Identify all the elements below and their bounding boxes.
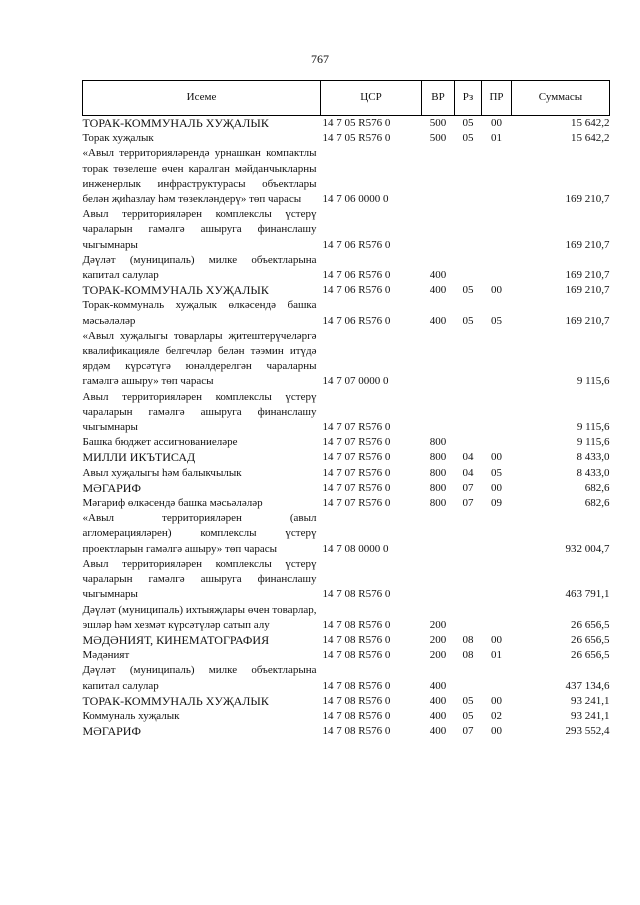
cell-pr (482, 511, 512, 557)
table-row (83, 435, 610, 450)
cell-name: Башка бюджет ассигнованиеләре (82, 436, 238, 449)
table-row (83, 724, 610, 739)
cell-name: Мәгариф өлкәсендә башка мәсьәләләр (82, 497, 263, 510)
cell-vr (422, 511, 455, 557)
cell-csr: 14 7 08 R576 0 (322, 588, 391, 601)
cell-name: «Авыл хуҗалыгы товарлары җитештерүчеләргә квалификацияле белгечләр белән тәэмин итүдә ярдәм күрсәтүгә юнәлдерелгән чараларны гамәлгә ашыру» төп чарасы (82, 329, 317, 388)
cell-pr: 01 (491, 649, 502, 662)
cell-vr: 400 (429, 269, 447, 282)
cell-pr: 09 (491, 497, 502, 510)
cell-vr (422, 207, 455, 253)
cell-vr: 500 (429, 132, 447, 145)
cell-pr: 05 (491, 466, 502, 479)
cell-pr: 05 (491, 314, 502, 327)
table-row (83, 709, 610, 724)
cell-csr: 14 7 08 R576 0 (322, 694, 391, 707)
table-body (83, 116, 610, 740)
cell-name: Дәүләт (муниципаль) милке объектларына капитал салулар (82, 253, 317, 282)
cell-csr: 14 7 07 R576 0 (322, 497, 391, 510)
cell-csr: 14 7 06 0000 0 (322, 193, 389, 206)
cell-csr: 14 7 06 R576 0 (322, 269, 391, 282)
cell-pr: 00 (491, 725, 502, 738)
cell-name: «Авыл территорияләрендә урнашкан компактлы торак төзелеше өчен каралган мәйданчыкларны инженерлык инфраструктурасы объектлары белән җиһазлау һәм төзекләндерү» төп чарасы (82, 147, 317, 206)
table-row (83, 466, 610, 481)
cell-pr (482, 253, 512, 283)
cell-sum: 169 210,7 (565, 238, 610, 251)
cell-csr: 14 7 05 R576 0 (322, 132, 391, 145)
cell-sum: 932 004,7 (565, 542, 610, 555)
cell-csr: 14 7 07 0000 0 (322, 375, 389, 388)
cell-sum: 169 210,7 (565, 269, 610, 282)
cell-rz: 08 (462, 649, 474, 662)
table-row (83, 329, 610, 390)
cell-csr: 14 7 07 R576 0 (322, 466, 391, 479)
cell-pr: 01 (491, 132, 502, 145)
cell-pr (482, 435, 512, 450)
cell-sum: 8 433,0 (576, 451, 610, 464)
cell-name: Дәүләт (муниципаль) милке объектларына капитал салулар (82, 664, 317, 692)
cell-rz: 07 (462, 497, 474, 510)
cell-rz: 08 (462, 633, 474, 646)
cell-rz (455, 207, 482, 253)
table-row (83, 450, 610, 465)
cell-pr (482, 207, 512, 253)
cell-pr: 00 (491, 481, 502, 494)
cell-sum: 8 433,0 (576, 466, 610, 479)
cell-csr: 14 7 06 R576 0 (322, 284, 391, 297)
table-row (83, 481, 610, 496)
cell-name: Авыл территорияләрен комплекслы үстерү чараларын гамәлгә ашыруга финанслашу чыгымнары (82, 208, 317, 251)
cell-sum: 9 115,6 (576, 375, 610, 388)
cell-name: Дәүләт (муниципаль) ихтыяҗлары өчен товарлар, эшләр һәм хезмәт күрсәтүләр сатып алу (82, 603, 317, 631)
cell-pr: 02 (491, 709, 502, 722)
cell-csr: 14 7 08 R576 0 (322, 618, 391, 631)
cell-vr: 500 (429, 117, 447, 129)
table-row (83, 496, 610, 511)
cell-name: МИЛЛИ ИКЪТИСАД (82, 450, 196, 465)
cell-vr: 800 (429, 481, 447, 494)
col-header-name: Исеме (83, 81, 321, 116)
cell-rz (455, 557, 482, 603)
table-row (83, 131, 610, 146)
cell-sum: 682,6 (584, 481, 610, 494)
cell-csr: 14 7 06 R576 0 (322, 238, 391, 251)
cell-rz: 05 (462, 284, 474, 297)
cell-pr (482, 146, 512, 207)
cell-sum: 93 241,1 (571, 694, 610, 707)
table-row (83, 298, 610, 328)
cell-vr: 800 (429, 436, 447, 449)
cell-rz: 07 (462, 725, 474, 738)
cell-vr: 800 (429, 497, 447, 510)
cell-pr: 00 (491, 633, 502, 646)
cell-rz: 05 (462, 132, 474, 145)
page-number: 767 (311, 52, 329, 66)
cell-rz (455, 663, 482, 693)
cell-csr: 14 7 08 R576 0 (322, 633, 391, 646)
cell-csr: 14 7 07 R576 0 (322, 451, 391, 464)
cell-rz (455, 253, 482, 283)
col-header-csr: ЦСР (321, 81, 422, 116)
cell-csr: 14 7 07 R576 0 (322, 436, 391, 449)
cell-name: Торак хуҗалык (82, 132, 154, 145)
cell-rz (455, 435, 482, 450)
cell-csr: 14 7 05 R576 0 (322, 117, 391, 129)
cell-vr (422, 390, 455, 436)
cell-sum: 293 552,4 (565, 725, 610, 738)
table-row (83, 603, 610, 633)
cell-name: «Авыл территорияләрен (авыл агломерацияләрен) комплекслы үстерү проектларын гамәлгә ашыру» төп чарасы (82, 512, 317, 555)
cell-name: МӘГАРИФ (82, 480, 141, 495)
cell-vr: 400 (429, 314, 447, 327)
cell-rz: 04 (462, 466, 474, 479)
cell-pr: 00 (491, 117, 502, 129)
cell-pr (482, 390, 512, 436)
cell-rz (455, 146, 482, 207)
cell-sum: 9 115,6 (576, 421, 610, 434)
cell-pr: 00 (491, 284, 502, 297)
cell-sum: 93 241,1 (571, 709, 610, 722)
cell-csr: 14 7 08 R576 0 (322, 725, 391, 738)
cell-sum: 26 656,5 (571, 618, 610, 631)
cell-name: Авыл хуҗалыгы һәм балыкчылык (82, 466, 242, 479)
cell-csr: 14 7 08 0000 0 (322, 542, 389, 555)
cell-csr: 14 7 07 R576 0 (322, 421, 391, 434)
cell-rz: 04 (462, 451, 474, 464)
table-row (83, 633, 610, 648)
cell-sum: 26 656,5 (571, 649, 610, 662)
cell-name: Авыл территорияләрен комплекслы үстерү чараларын гамәлгә ашыруга финанслашу чыгымнары (82, 557, 317, 601)
cell-name: ТОРАК-КОММУНАЛЬ ХУҖАЛЫК (82, 283, 269, 298)
cell-rz: 05 (462, 709, 474, 722)
table-row (83, 116, 610, 132)
cell-name: Мәдәният (82, 649, 130, 662)
cell-pr: 00 (491, 451, 502, 464)
cell-name: ТОРАК-КОММУНАЛЬ ХУҖАЛЫК (82, 116, 269, 130)
table-row (83, 663, 610, 693)
table-header (83, 81, 610, 116)
cell-sum: 169 210,7 (565, 284, 610, 297)
col-header-rz: Рз (455, 81, 482, 116)
cell-vr: 200 (429, 649, 447, 662)
table-row (83, 694, 610, 709)
cell-csr: 14 7 06 R576 0 (322, 314, 391, 327)
cell-sum: 463 791,1 (565, 588, 610, 601)
cell-pr (482, 557, 512, 603)
cell-sum: 437 134,6 (565, 679, 610, 692)
cell-name: Коммуналь хуҗалык (82, 709, 180, 722)
cell-sum: 15 642,2 (571, 132, 610, 145)
cell-vr (422, 146, 455, 207)
table-row (83, 283, 610, 298)
cell-rz: 07 (462, 481, 474, 494)
cell-name: ТОРАК-КОММУНАЛЬ ХУҖАЛЫК (82, 693, 269, 708)
cell-name: Авыл территорияләрен комплекслы үстерү чараларын гамәлгә ашыруга финанслашу чыгымнары (82, 390, 317, 434)
cell-csr: 14 7 08 R576 0 (322, 649, 391, 662)
cell-rz: 05 (462, 117, 474, 129)
cell-vr: 800 (429, 451, 447, 464)
cell-sum: 169 210,7 (565, 314, 610, 327)
cell-name: МӘГАРИФ (82, 724, 141, 739)
cell-name: Торак-коммуналь хуҗалык өлкәсендә башка мәсьәләләр (82, 299, 317, 327)
cell-csr: 14 7 08 R576 0 (322, 679, 391, 692)
cell-vr: 200 (429, 633, 447, 646)
cell-sum: 682,6 (584, 497, 610, 510)
table-row (83, 648, 610, 663)
cell-vr: 400 (429, 284, 447, 297)
cell-rz (455, 603, 482, 633)
cell-vr: 400 (429, 709, 447, 722)
cell-vr: 400 (429, 725, 447, 738)
table-row (83, 557, 610, 603)
cell-name: МӘДӘНИЯТ, КИНЕМАТОГРАФИЯ (82, 632, 270, 647)
cell-rz (455, 390, 482, 436)
cell-vr: 200 (429, 618, 447, 631)
cell-csr: 14 7 07 R576 0 (322, 481, 391, 494)
cell-sum: 169 210,7 (565, 193, 610, 206)
cell-vr (422, 557, 455, 603)
cell-csr: 14 7 08 R576 0 (322, 709, 391, 722)
cell-vr (422, 329, 455, 390)
cell-vr: 400 (429, 679, 447, 692)
budget-table (82, 80, 610, 739)
cell-pr (482, 329, 512, 390)
cell-pr (482, 603, 512, 633)
table-row (83, 207, 610, 253)
cell-pr (482, 663, 512, 693)
cell-vr: 800 (429, 466, 447, 479)
cell-sum: 9 115,6 (576, 436, 610, 449)
col-header-vr: ВР (422, 81, 455, 116)
cell-rz (455, 329, 482, 390)
cell-rz (455, 511, 482, 557)
cell-sum: 15 642,2 (571, 117, 610, 129)
table-row (83, 253, 610, 283)
table-row (83, 146, 610, 207)
cell-vr: 400 (429, 694, 447, 707)
col-header-pr: ПР (482, 81, 512, 116)
cell-sum: 26 656,5 (571, 633, 610, 646)
cell-rz: 05 (462, 314, 474, 327)
col-header-sum: Суммасы (512, 81, 610, 116)
cell-rz: 05 (462, 694, 474, 707)
table-row (83, 390, 610, 436)
cell-pr: 00 (491, 694, 502, 707)
table-row (83, 511, 610, 557)
